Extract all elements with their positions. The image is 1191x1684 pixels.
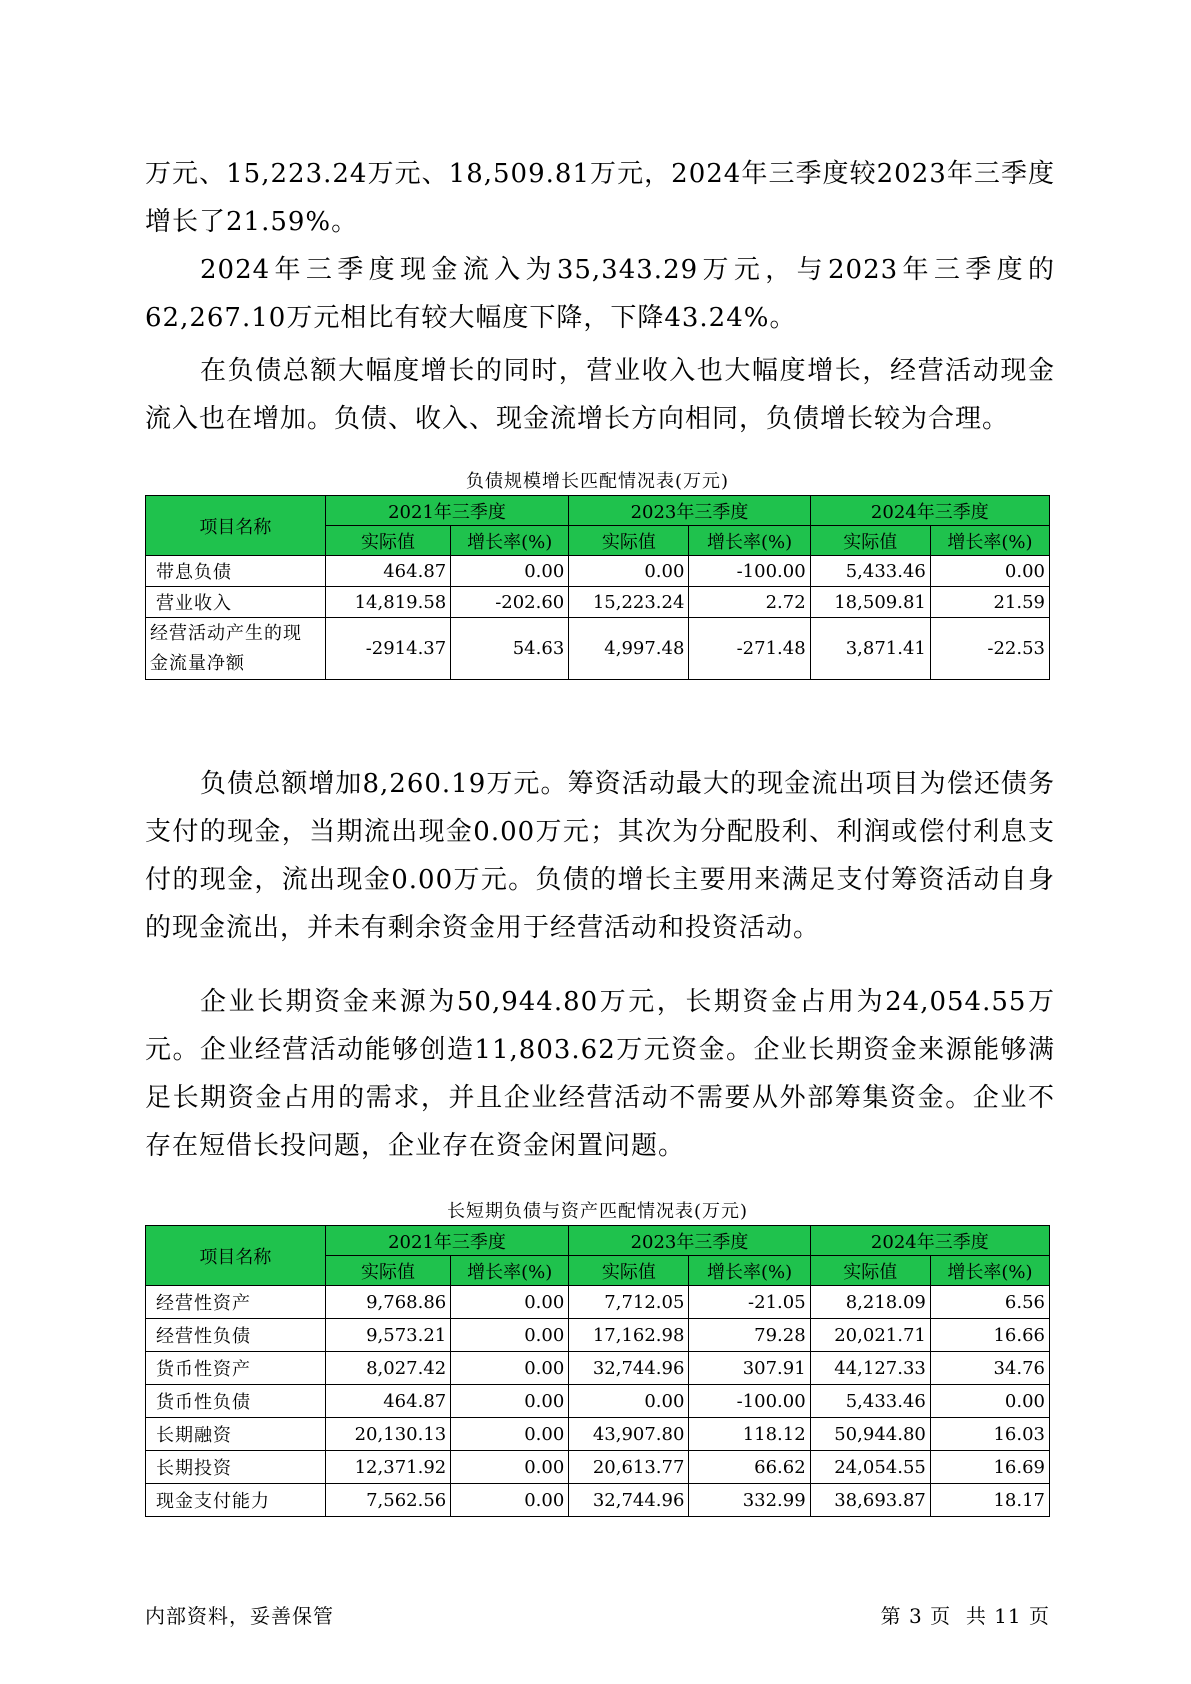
table-row: [146, 1286, 1050, 1319]
cell: 16.03: [930, 1418, 1049, 1451]
cell: 0.00: [451, 1319, 569, 1352]
row-name: 货币性负债: [146, 1385, 326, 1418]
row-name: 营业收入: [146, 587, 326, 618]
table2-header-actual: 实际值: [325, 1256, 450, 1286]
cell: 7,712.05: [569, 1286, 689, 1319]
cell: 44,127.33: [810, 1352, 930, 1385]
table1-caption: 负债规模增长匹配情况表(万元): [465, 471, 730, 492]
cell: -22.53: [930, 618, 1049, 680]
cell: 7,562.56: [325, 1484, 450, 1517]
table-row: [146, 1385, 1050, 1418]
cell: 66.62: [689, 1451, 810, 1484]
cell: -271.48: [689, 618, 810, 680]
table1-header-actual: 实际值: [569, 526, 689, 556]
cell: 464.87: [325, 556, 450, 587]
cell: 307.91: [689, 1352, 810, 1385]
table2: [145, 1225, 1050, 1517]
paragraph-3: 在负债总额大幅度增长的同时，营业收入也大幅度增长，经营活动现金流入也在增加。负债、收入、现金流增长方向相同，负债增长较为合理。: [145, 356, 1055, 434]
table2-header-period-2023: 2023年三季度: [569, 1226, 810, 1256]
row-name: 经营活动产生的现金流量净额: [146, 618, 326, 680]
cell: 0.00: [451, 556, 569, 587]
row-name: 现金支付能力: [146, 1484, 326, 1517]
table2-header-actual: 实际值: [569, 1256, 689, 1286]
cell: 20,130.13: [325, 1418, 450, 1451]
table1-header-growth: 增长率(%): [930, 526, 1049, 556]
cell: 0.00: [930, 556, 1049, 587]
cell: -100.00: [689, 1385, 810, 1418]
cell: 18,509.81: [810, 587, 930, 618]
table2-header-growth: 增长率(%): [930, 1256, 1049, 1286]
cell: 17,162.98: [569, 1319, 689, 1352]
cell: 16.69: [930, 1451, 1049, 1484]
cell: 54.63: [451, 618, 569, 680]
cell: 8,218.09: [810, 1286, 930, 1319]
cell: 464.87: [325, 1385, 450, 1418]
table1-header-period-2024: 2024年三季度: [810, 496, 1049, 526]
cell: -100.00: [689, 556, 810, 587]
table1-header-growth: 增长率(%): [689, 526, 810, 556]
table1-header-growth: 增长率(%): [451, 526, 569, 556]
table-row: [146, 618, 1050, 680]
cell: 0.00: [930, 1385, 1049, 1418]
cell: 12,371.92: [325, 1451, 450, 1484]
cell: 5,433.46: [810, 1385, 930, 1418]
cell: 118.12: [689, 1418, 810, 1451]
cell: 43,907.80: [569, 1418, 689, 1451]
cell: 332.99: [689, 1484, 810, 1517]
cell: 18.17: [930, 1484, 1049, 1517]
row-name: 经营性负债: [146, 1319, 326, 1352]
paragraph-2: 2024年三季度现金流入为35,343.29万元，与2023年三季度的62,267.10万元相比有较大幅度下降，下降43.24%。: [145, 255, 1055, 333]
cell: 34.76: [930, 1352, 1049, 1385]
row-name: 经营性资产: [146, 1286, 326, 1319]
cell: 20,021.71: [810, 1319, 930, 1352]
row-name: 长期投资: [146, 1451, 326, 1484]
cell: 0.00: [569, 556, 689, 587]
cell: 20,613.77: [569, 1451, 689, 1484]
row-name: 长期融资: [146, 1418, 326, 1451]
paragraph-1: 万元、15,223.24万元、18,509.81万元，2024年三季度较2023年三季度增长了21.59%。: [145, 159, 1055, 237]
table2-header-growth: 增长率(%): [451, 1256, 569, 1286]
cell: 50,944.80: [810, 1418, 930, 1451]
table1-header-actual: 实际值: [810, 526, 930, 556]
cell: 16.66: [930, 1319, 1049, 1352]
cell: 15,223.24: [569, 587, 689, 618]
cell: 0.00: [451, 1385, 569, 1418]
table-row: [146, 1352, 1050, 1385]
table2-header-period-2021: 2021年三季度: [325, 1226, 569, 1256]
cell: 38,693.87: [810, 1484, 930, 1517]
cell: 4,997.48: [569, 618, 689, 680]
table-row: [146, 587, 1050, 618]
table2-header-period-2024: 2024年三季度: [810, 1226, 1049, 1256]
cell: 0.00: [451, 1484, 569, 1517]
cell: 8,027.42: [325, 1352, 450, 1385]
paragraph-5: 企业长期资金来源为50,944.80万元，长期资金占用为24,054.55万元。企业经营活动能够创造11,803.62万元资金。企业长期资金来源能够满足长期资金占用的需求，并且企业经营活动不需要从外部筹集资金。企业不存在短借长投问题，企业存在资金闲置问题。: [145, 987, 1055, 1161]
cell: 14,819.58: [325, 587, 450, 618]
table-row: [146, 1418, 1050, 1451]
cell: 0.00: [451, 1451, 569, 1484]
cell: 0.00: [451, 1352, 569, 1385]
table2-header-actual: 实际值: [810, 1256, 930, 1286]
table1-header-item: 项目名称: [146, 496, 326, 556]
cell: 32,744.96: [569, 1352, 689, 1385]
table1-header-period-2021: 2021年三季度: [325, 496, 569, 526]
cell: 6.56: [930, 1286, 1049, 1319]
table2-header-growth: 增长率(%): [689, 1256, 810, 1286]
table-row: [146, 556, 1050, 587]
cell: 0.00: [451, 1418, 569, 1451]
table1-header-period-2023: 2023年三季度: [569, 496, 810, 526]
cell: 9,573.21: [325, 1319, 450, 1352]
cell: 0.00: [569, 1385, 689, 1418]
table1: [145, 495, 1050, 680]
cell: 5,433.46: [810, 556, 930, 587]
cell: 3,871.41: [810, 618, 930, 680]
cell: -21.05: [689, 1286, 810, 1319]
cell: 79.28: [689, 1319, 810, 1352]
cell: 0.00: [451, 1286, 569, 1319]
table2-caption: 长短期负债与资产匹配情况表(万元): [446, 1201, 749, 1222]
cell: 9,768.86: [325, 1286, 450, 1319]
row-name: 货币性资产: [146, 1352, 326, 1385]
cell: -2914.37: [325, 618, 450, 680]
table-row: [146, 1451, 1050, 1484]
cell: -202.60: [451, 587, 569, 618]
page-number: 第 3 页 共 11 页: [880, 1604, 1050, 1628]
paragraph-4: 负债总额增加8,260.19万元。筹资活动最大的现金流出项目为偿还债务支付的现金，当期流出现金0.00万元；其次为分配股利、利润或偿付利息支付的现金，流出现金0.00万元。负债的增长主要用来满足支付筹资活动自身的现金流出，并未有剩余资金用于经营活动和投资活动。: [145, 769, 1055, 943]
cell: 2.72: [689, 587, 810, 618]
table-row: [146, 1484, 1050, 1517]
cell: 24,054.55: [810, 1451, 930, 1484]
row-name: 带息负债: [146, 556, 326, 587]
cell: 21.59: [930, 587, 1049, 618]
cell: 32,744.96: [569, 1484, 689, 1517]
footer-left: 内部资料，妥善保管: [145, 1604, 334, 1628]
table1-header-actual: 实际值: [325, 526, 450, 556]
table2-header-item: 项目名称: [146, 1226, 326, 1286]
table-row: [146, 1319, 1050, 1352]
